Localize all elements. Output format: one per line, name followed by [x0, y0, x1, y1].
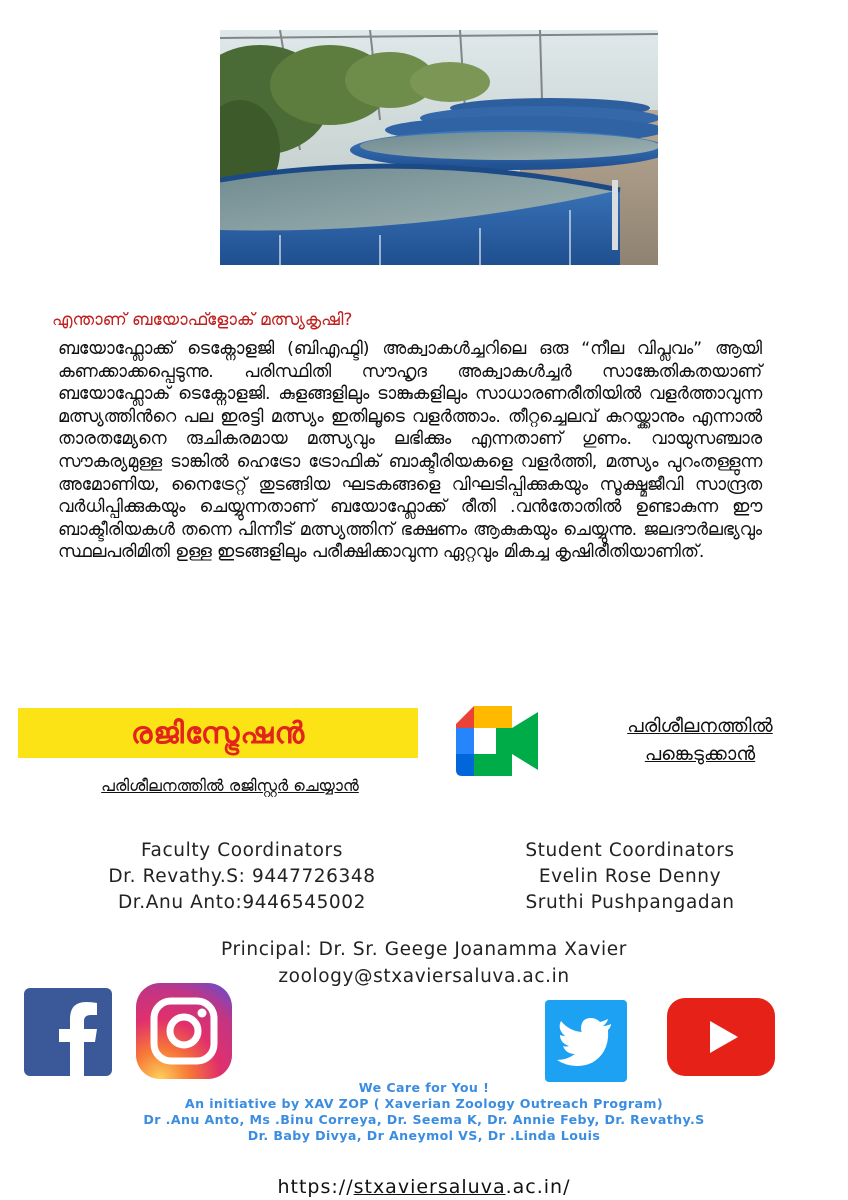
instagram-icon[interactable]: [136, 983, 232, 1079]
twitter-icon[interactable]: [545, 1000, 627, 1082]
facebook-icon[interactable]: [24, 988, 112, 1076]
footer-credits: [80, 1080, 768, 1144]
join-training-link[interactable]: [586, 712, 814, 768]
student-heading: Student Coordinators: [525, 840, 735, 861]
registration-label: രജിസ്ട്രേഷൻ: [130, 715, 306, 751]
url-prefix: https://: [277, 1176, 354, 1198]
faculty-heading: Faculty Coordinators: [141, 840, 343, 861]
student-line-2: Sruthi Pushpangadan: [525, 892, 735, 913]
faculty-line-2: Dr.Anu Anto:9446545002: [117, 892, 367, 913]
faculty-line-1: Dr. Revathy.S: 9447726348: [108, 866, 376, 887]
website-link[interactable]: [200, 1176, 648, 1198]
footer-line-3: Dr .Anu Anto, Ms .Binu Correya, Dr. Seema K, Dr. Annie Feby, Dr. Revathy.S: [143, 1112, 705, 1127]
registration-link[interactable]: പരിശീലനത്തിൽ രജിസ്റ്റർ ചെയ്യാൻ: [101, 776, 359, 795]
google-meet-icon[interactable]: [456, 706, 540, 776]
student-line-1: Evelin Rose Denny: [538, 866, 722, 887]
article-heading: എന്താണ് ബയോഫ്ളോക് മത്സ്യകൃഷി?: [52, 310, 353, 330]
url-suffix: .ac.in/: [505, 1176, 571, 1198]
footer-line-4: Dr. Baby Divya, Dr Aneymol VS, Dr .Linda Louis: [247, 1128, 601, 1143]
registration-button[interactable]: [18, 708, 418, 758]
student-coordinators: [480, 838, 780, 916]
article-body: ബയോഫ്ലോക്ക് ടെക്നോളജി (ബിഎഫ്ടി) അക്വാകൾച്ചറിലെ ഒരു “നീല വിപ്ലവം” ആയി കണക്കാക്കപ്പെടുന്നു. പരിസ്ഥിതി സൗഹൃദ അക്വാകൾച്ചർ സാങ്കേതികതയാണ് ബയോഫ്ലോക് ടെക്നോളജി. കുളങ്ങളിലും ടാങ്കുകളിലും സാധാരണരീതിയിൽ വളർത്താവുന്ന മത്സ്യത്തിൻറെ പല ഇരട്ടി മത്സ്യം ഇതിലൂടെ വളർത്താം. തീറ്റച്ചെലവ് കുറയ്ക്കാനും എന്നാൽ താരതമ്യേനെ രുചികരമായ മത്സ്യവും ലഭിക്കും എന്നതാണ് ഗുണം. വായുസഞ്ചാര സൗകര്യമുള്ള ടാങ്കിൽ ഹെട്രോ ട്രോഫിക് ബാക്ടീരിയകളെ വളർത്തി, മത്സ്യം പുറംതള്ളുന്ന അമോണിയ, നൈട്രേറ്റ് തുടങ്ങിയ ഘടകങ്ങളെ വിഘടിപ്പിക്കുകയും സൂക്ഷ്മജീവി സാന്ദ്രത വർധിപ്പിക്കുകയും ചെയ്യുന്നതാണ് ബയോഫ്ലോക്ക് രീതി .വൻതോതിൽ ഉണ്ടാകുന്ന ഈ ബാക്ടീരിയകൾ തന്നെ പിന്നീട് മത്സ്യത്തിന് ഭക്ഷണം ആകുകയും ചെയ്യുന്നു. ജലദൗർലഭ്യവും സ്ഥലപരിമിതി ഉള്ള ഇടങ്ങളിലും പരീക്ഷിക്കാവുന്ന ഏറ്റവും മികച്ച കൃഷിരീതിയാണിത്.: [58, 339, 762, 563]
footer-line-1: We Care for You !: [358, 1080, 490, 1095]
youtube-icon[interactable]: [667, 998, 775, 1076]
principal-block: [100, 936, 748, 990]
principal-name: Principal: Dr. Sr. Geege Joanamma Xavier: [221, 939, 627, 960]
join-line-1: പരിശീലനത്തിൽ: [627, 715, 773, 737]
biofloc-tanks-photo: [220, 30, 658, 265]
contact-email[interactable]: zoology@stxaviersaluva.ac.in: [278, 966, 570, 987]
footer-line-2: An initiative by XAV ZOP ( Xaverian Zoology Outreach Program): [184, 1096, 664, 1111]
url-domain: stxaviersaluva: [353, 1176, 506, 1198]
join-line-2: പങ്കെടുക്കാൻ: [644, 743, 756, 765]
faculty-coordinators: [52, 838, 432, 916]
